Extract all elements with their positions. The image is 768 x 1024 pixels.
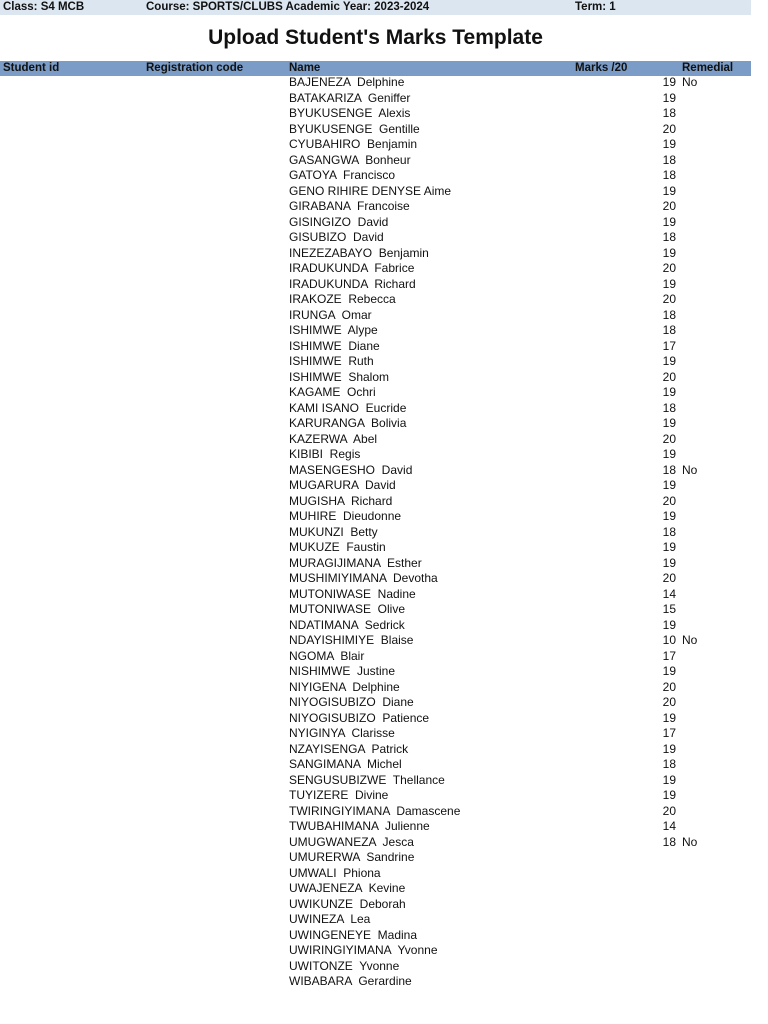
table-row[interactable] [0,122,751,138]
student-name-cell[interactable]: SENGUSUBIZWE Thellance [289,772,445,787]
student-name-cell[interactable]: ISHIMWE Alype [289,323,378,337]
marks-cell[interactable]: 19 [662,183,676,198]
student-name-cell[interactable]: BATAKARIZA Geniffer [289,90,411,105]
table-row[interactable] [0,556,751,572]
student-name-cell[interactable]: KARURANGA Bolivia [289,416,407,430]
marks-cell[interactable]: 19 [662,710,676,725]
marks-cell[interactable]: 20 [662,679,676,694]
table-row[interactable] [0,618,751,634]
table-row[interactable] [0,602,751,618]
student-name-cell[interactable]: NYIGINYA Clarisse [289,726,395,740]
marks-cell[interactable]: 19 [662,75,676,89]
table-row[interactable] [0,463,751,479]
student-name-cell[interactable]: CYUBAHIRO Benjamin [289,137,418,151]
table-row[interactable] [0,711,751,727]
student-name-cell[interactable]: MUGARURA David [289,478,396,492]
student-name-cell[interactable]: KAMI ISANO Eucride [289,400,407,415]
table-row[interactable] [0,680,751,696]
student-name-cell[interactable]: MUTONIWASE Olive [289,602,406,616]
marks-cell[interactable]: 19 [662,555,676,570]
table-row[interactable] [0,649,751,665]
table-row[interactable] [0,695,751,711]
table-row[interactable] [0,726,751,742]
table-row[interactable] [0,153,751,169]
sheet-info-bar [0,0,751,15]
marks-cell[interactable]: 17 [662,726,676,740]
student-name-cell[interactable]: TUYIZERE Divine [289,788,389,802]
class-label: Class: S4 MCB [3,1,85,13]
student-name-cell[interactable]: GASANGWA Bonheur [289,152,411,167]
marks-cell[interactable]: 19 [662,245,676,260]
table-row[interactable] [0,959,751,975]
table-row[interactable] [0,277,751,293]
student-name-cell[interactable]: GENO RIHIRE DENYSE Aime [289,183,452,198]
table-row[interactable] [0,633,751,649]
table-header [0,61,751,76]
marks-cell[interactable]: 15 [662,602,676,616]
student-name-cell[interactable]: WIBABARA Gerardine [289,974,412,988]
marks-cell[interactable]: 19 [662,509,676,523]
marks-cell[interactable]: 19 [662,137,676,151]
marks-cell[interactable]: 20 [662,431,676,446]
table-row[interactable] [0,571,751,587]
student-name-cell[interactable]: NDAYISHIMIYE Blaise [289,633,414,647]
table-row[interactable] [0,664,751,680]
marks-cell[interactable]: 20 [662,803,676,818]
table-row[interactable] [0,323,751,339]
table-row[interactable] [0,230,751,246]
table-row[interactable] [0,540,751,556]
student-name-cell[interactable]: GISINGIZO David [289,214,389,229]
table-row[interactable] [0,742,751,758]
student-name-cell[interactable]: NISHIMWE Justine [289,664,396,678]
marks-cell[interactable]: 18 [662,323,676,337]
student-name-cell[interactable]: UMURERWA Sandrine [289,850,415,864]
student-name-cell[interactable]: GATOYA Francisco [289,168,396,182]
marks-cell[interactable]: 19 [662,447,676,461]
student-name-cell[interactable]: UWINGENEYE Madina [289,927,418,942]
remedial-cell[interactable]: No [682,462,698,477]
student-name-cell[interactable]: IRADUKUNDA Richard [289,276,416,291]
marks-cell[interactable]: 19 [662,788,676,802]
table-row[interactable] [0,478,751,494]
table-row[interactable] [0,525,751,541]
student-name-cell[interactable]: UMWALI Phiona [289,865,381,880]
table-row[interactable] [0,804,751,820]
table-row[interactable] [0,137,751,153]
marks-cell[interactable]: 20 [662,199,676,213]
student-name-cell[interactable]: MASENGESHO David [289,462,413,477]
marks-cell[interactable]: 18 [662,524,676,539]
marks-cell[interactable]: 18 [662,168,676,182]
student-name-cell[interactable]: NIYOGISUBIZO Patience [289,710,430,725]
table-row[interactable] [0,106,751,122]
column-header-registration-code[interactable]: Registration code [146,62,244,74]
marks-cell[interactable]: 20 [662,493,676,508]
marks-cell[interactable]: 20 [662,571,676,585]
student-name-cell[interactable]: UWINEZA Lea [289,912,371,926]
term-label: Term: 1 [575,1,616,13]
table-row[interactable] [0,292,751,308]
table-row[interactable] [0,447,751,463]
student-name-cell[interactable]: SANGIMANA Michel [289,757,402,771]
student-name-cell[interactable]: NDATIMANA Sedrick [289,617,405,632]
table-row[interactable] [0,91,751,107]
marks-cell[interactable]: 18 [662,307,676,322]
student-name-cell[interactable]: MUSHIMIYIMANA Devotha [289,571,438,585]
student-name-cell[interactable]: KAGAME Ochri [289,385,376,399]
table-row[interactable] [0,370,751,386]
student-name-cell[interactable]: NIYIGENA Delphine [289,679,400,694]
table-row[interactable] [0,943,751,959]
table-row[interactable] [0,75,751,91]
student-name-cell[interactable]: INEZEZABAYO Benjamin [289,245,429,260]
table-row[interactable] [0,494,751,510]
student-name-cell[interactable]: ISHIMWE Ruth [289,354,374,368]
marks-cell[interactable]: 20 [662,292,676,306]
marks-cell[interactable]: 14 [662,586,676,601]
marks-cell[interactable]: 18 [662,230,676,244]
marks-cell[interactable]: 19 [662,540,676,554]
marks-cell[interactable]: 20 [662,261,676,275]
table-row[interactable] [0,757,751,773]
table-row[interactable] [0,819,751,835]
table-row[interactable] [0,215,751,231]
column-header-name[interactable]: Name [289,62,321,74]
column-header-remedial[interactable]: Remedial [682,62,734,74]
marks-cell[interactable]: 20 [662,369,676,384]
student-name-cell[interactable]: NIYOGISUBIZO Diane [289,695,414,709]
marks-cell[interactable]: 19 [662,90,676,105]
student-name-cell[interactable]: ISHIMWE Diane [289,338,380,353]
marks-cell[interactable]: 10 [662,633,676,647]
student-name-cell[interactable]: MUGISHA Richard [289,493,393,508]
table-row[interactable] [0,587,751,603]
table-row[interactable] [0,416,751,432]
student-name-cell[interactable]: UWITONZE Yvonne [289,958,400,973]
remedial-cell[interactable]: No [682,834,698,849]
student-name-cell[interactable]: MUHIRE Dieudonne [289,509,402,523]
table-row[interactable] [0,866,751,882]
marks-cell[interactable]: 18 [662,462,676,477]
table-row[interactable] [0,308,751,324]
table-row[interactable] [0,339,751,355]
column-header-marks[interactable]: Marks /20 [575,62,628,74]
student-name-cell[interactable]: MURAGIJIMANA Esther [289,555,422,570]
column-header-student-id[interactable]: Student id [3,62,60,74]
student-name-cell[interactable]: UWAJENEZA Kevine [289,881,406,895]
student-name-cell[interactable]: UMUGWANEZA Jesca [289,834,414,849]
marks-cell[interactable]: 18 [662,757,676,771]
table-row[interactable] [0,881,751,897]
table-row[interactable] [0,261,751,277]
table-row[interactable] [0,912,751,928]
marks-cell[interactable]: 20 [662,695,676,709]
marks-cell[interactable]: 19 [662,276,676,291]
table-row[interactable] [0,432,751,448]
page-title: Upload Student's Marks Template [208,26,543,49]
student-name-cell[interactable]: GISUBIZO David [289,230,384,244]
student-marks-table [0,75,751,990]
marks-cell[interactable]: 17 [662,648,676,663]
student-name-cell[interactable]: KAZERWA Abel [289,431,378,446]
remedial-cell[interactable]: No [682,75,698,89]
student-name-cell[interactable]: IRADUKUNDA Fabrice [289,261,415,275]
student-name-cell[interactable]: GIRABANA Francoise [289,199,410,213]
marks-cell[interactable]: 18 [662,834,676,849]
marks-cell[interactable]: 18 [662,400,676,415]
student-name-cell[interactable]: UWIKUNZE Deborah [289,896,406,911]
marks-cell[interactable]: 19 [662,664,676,678]
marks-cell[interactable]: 17 [662,338,676,353]
marks-cell[interactable]: 19 [662,354,676,368]
table-row[interactable] [0,928,751,944]
course-year-label: Course: SPORTS/CLUBS Academic Year: 2023-2024 [146,1,430,13]
marks-cell[interactable]: 19 [662,772,676,787]
marks-cell[interactable]: 19 [662,741,676,756]
student-name-cell[interactable]: BYUKUSENGE Alexis [289,106,411,120]
table-row[interactable] [0,788,751,804]
student-name-cell[interactable]: MUTONIWASE Nadine [289,586,416,601]
student-name-cell[interactable]: IRAKOZE Rebecca [289,292,396,306]
table-row[interactable] [0,354,751,370]
student-name-cell[interactable]: MUKUZE Faustin [289,540,386,554]
student-name-cell[interactable]: ISHIMWE Shalom [289,369,390,384]
marks-cell[interactable]: 19 [662,478,676,492]
table-row[interactable] [0,385,751,401]
marks-cell[interactable]: 14 [662,819,676,833]
table-row[interactable] [0,401,751,417]
student-name-cell[interactable]: UWIRINGIYIMANA Yvonne [289,943,438,957]
marks-cell[interactable]: 19 [662,385,676,399]
marks-cell[interactable]: 20 [662,121,676,136]
student-name-cell[interactable]: BYUKUSENGE Gentille [289,121,420,136]
marks-cell[interactable]: 19 [662,416,676,430]
table-row[interactable] [0,184,751,200]
marks-cell[interactable]: 19 [662,617,676,632]
table-row[interactable] [0,168,751,184]
student-name-cell[interactable]: KIBIBI Regis [289,447,361,461]
student-name-cell[interactable]: MUKUNZI Betty [289,524,378,539]
student-name-cell[interactable]: NGOMA Blair [289,648,365,663]
remedial-cell[interactable]: No [682,633,698,647]
table-row[interactable] [0,199,751,215]
table-row[interactable] [0,850,751,866]
table-row[interactable] [0,897,751,913]
table-row[interactable] [0,509,751,525]
marks-cell[interactable]: 18 [662,152,676,167]
student-name-cell[interactable]: TWIRINGIYIMANA Damascene [289,803,461,818]
student-name-cell[interactable]: IRUNGA Omar [289,307,372,322]
marks-cell[interactable]: 19 [662,214,676,229]
table-row[interactable] [0,773,751,789]
student-name-cell[interactable]: BAJENEZA Delphine [289,75,405,89]
marks-cell[interactable]: 18 [662,106,676,120]
student-name-cell[interactable]: NZAYISENGA Patrick [289,741,409,756]
table-row[interactable] [0,974,751,990]
student-name-cell[interactable]: TWUBAHIMANA Julienne [289,819,430,833]
table-row[interactable] [0,246,751,262]
table-row[interactable] [0,835,751,851]
